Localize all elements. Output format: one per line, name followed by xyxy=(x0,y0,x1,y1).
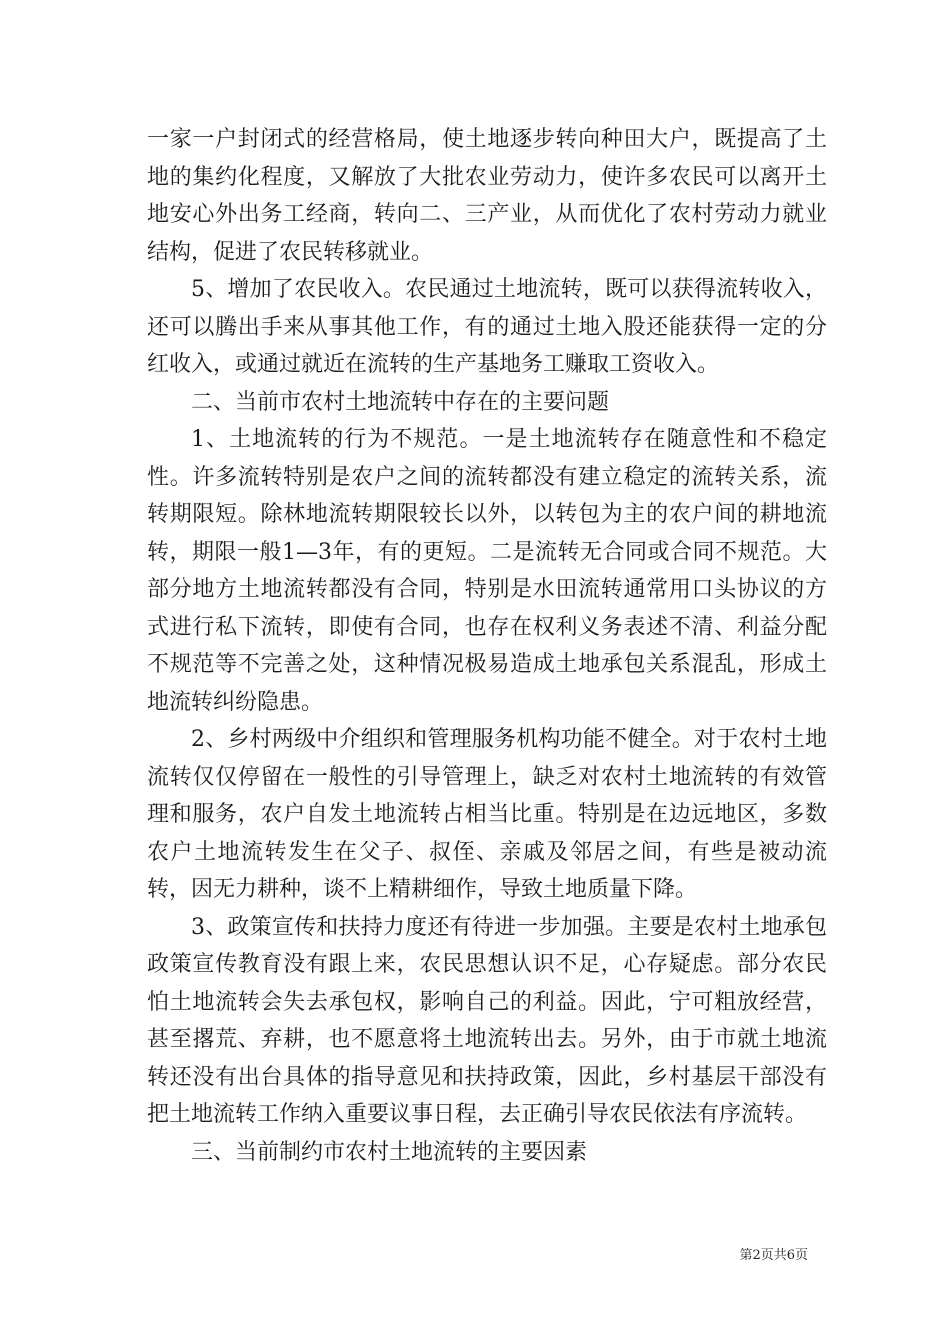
paragraph-increase-income: 5、增加了农民收入。农民通过土地流转，既可以获得流转收入，还可以腾出手来从事其他工作，有的通过土地入股还能获得一定的分红收入，或通过就近在流转的生产基地务工赚取工资收入。 xyxy=(147,277,827,377)
section-heading-constraining-factors: 三、当前制约市农村土地流转的主要因素 xyxy=(191,1139,588,1165)
paragraph-intermediary-organizations: 2、乡村两级中介组织和管理服务机构功能不健全。对于农村土地流转仅仅停留在一般性的引导管理上，缺乏对农村土地流转的有效管理和服务，农户自发土地流转占相当比重。特别是在边远地区，多数农户土地流转发生在父子、叔侄、亲戚及邻居之间，有些是被动流转，因无力耕种，谈不上精耕细作，导致土地质量下降。 xyxy=(147,727,827,902)
section-heading-main-problems: 二、当前市农村土地流转中存在的主要问题 xyxy=(191,389,610,415)
paragraph-policy-support: 3、政策宣传和扶持力度还有待进一步加强。主要是农村土地承包政策宣传教育没有跟上来，农民思想认识不足，心存疑虑。部分农民怕土地流转会失去承包权，影响自己的利益。因此，宁可粗放经营，甚至撂荒、弃耕，也不愿意将土地流转出去。另外，由于市就土地流转还没有出台具体的指导意见和扶持政策，因此，乡村基层干部没有把土地流转工作纳入重要议事日程，去正确引导农民依法有序流转。 xyxy=(147,914,827,1127)
paragraph-continuation: 一家一户封闭式的经营格局，使土地逐步转向种田大户，既提高了土地的集约化程度，又解放了大批农业劳动力，使许多农民可以离开土地安心外出务工经商，转向二、三产业，从而优化了农村劳动力就业结构，促进了农民转移就业。 xyxy=(147,127,827,265)
paragraph-irregular-transfer: 1、土地流转的行为不规范。一是土地流转存在随意性和不稳定性。许多流转特别是农户之间的流转都没有建立稳定的流转关系，流转期限短。除林地流转期限较长以外，以转包为主的农户间的耕地流转，期限一般1—3年，有的更短。二是流转无合同或合同不规范。大部分地方土地流转都没有合同，特别是水田流转通常用口头协议的方式进行私下流转，即使有合同，也存在权利义务表述不清、利益分配不规范等不完善之处，这种情况极易造成土地承包关系混乱，形成土地流转纠纷隐患。 xyxy=(147,427,827,715)
document-body xyxy=(147,121,827,1171)
page-number: 第2页共6页 xyxy=(739,1248,808,1263)
